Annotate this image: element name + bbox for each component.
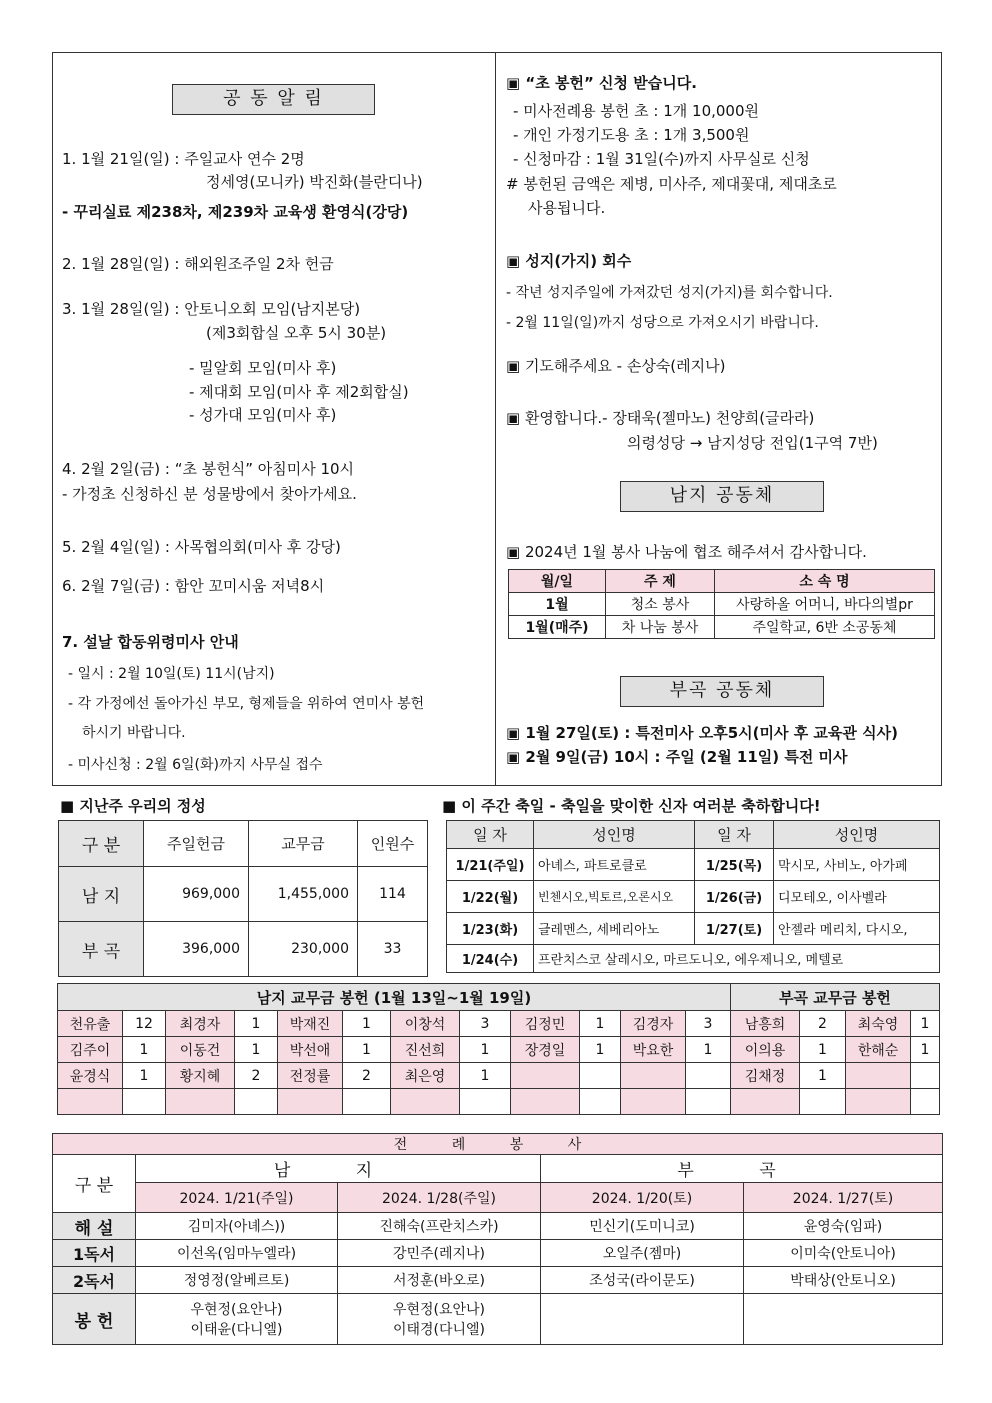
liturgy-cell: 강민주(레지나): [338, 1240, 541, 1267]
dues-count: [343, 1089, 391, 1115]
liturgy-cell: 정영정(알베르토): [136, 1267, 338, 1294]
dues-count: 1: [123, 1063, 166, 1089]
feast-head: 성인명: [774, 821, 940, 849]
offering-head: 주일헌금: [144, 821, 249, 867]
dues-name: 박요한: [621, 1037, 686, 1063]
liturgy-cell: 이선옥(임마누엘라): [136, 1240, 338, 1267]
dues-count: [235, 1089, 278, 1115]
offering-cell: 230,000: [249, 922, 358, 977]
candle-line-4: # 봉헌된 금액은 제병, 미사주, 제대꽃대, 제대초로: [506, 175, 837, 193]
notice-1b: 정세영(모니카) 박진화(블란디나): [206, 173, 423, 191]
palm-line-1: - 작년 성지주일에 가져갔던 성지(가지)를 회수합니다.: [506, 285, 833, 301]
dues-count: [580, 1063, 621, 1089]
liturgy-role: 2독서: [53, 1267, 136, 1294]
liturgy-role: 해 설: [53, 1213, 136, 1240]
feast-title: ■ 이 주간 축일 - 축일을 맞이한 신자 여러분 축하합니다!: [442, 797, 821, 815]
service-cell: 주일학교, 6반 소공동체: [715, 616, 935, 639]
dues-name: 한해순: [846, 1037, 911, 1063]
feast-names: 디모테오, 이사벨라: [774, 881, 940, 913]
liturgy-date: 2024. 1/28(주일): [338, 1183, 541, 1213]
prayer-line: ▣ 기도해주세요 - 손상숙(레지나): [506, 357, 726, 375]
dues-table: [57, 983, 940, 1115]
dues-name: 최은영: [391, 1063, 460, 1089]
feast-head: 성인명: [534, 821, 695, 849]
bugok-community-title: 부곡 공동체: [620, 676, 824, 707]
notice-1c: - 꾸리실료 제238차, 제239차 교육생 환영식(강당): [62, 203, 409, 221]
liturgy-cell: 민신기(도미니코): [541, 1213, 744, 1240]
feast-date: 1/23(화): [447, 913, 534, 945]
liturgy-cell: 오일주(젬마): [541, 1240, 744, 1267]
bonghun-name: 우현정(요안나): [190, 1302, 283, 1318]
dues-name: 김주이: [58, 1037, 123, 1063]
liturgy-bonghun: [136, 1294, 338, 1345]
dues-name: [621, 1063, 686, 1089]
dues-count: [911, 1089, 940, 1115]
dues-name: 천유출: [58, 1011, 123, 1037]
dues-count: 1: [580, 1037, 621, 1063]
candle-line-3: - 신청마감 : 1월 31일(수)까지 사무실로 신청: [513, 150, 810, 168]
palm-line-2: - 2월 11일(일)까지 성당으로 가져오시기 바랍니다.: [506, 315, 819, 331]
dues-count: [460, 1089, 511, 1115]
liturgy-role: 1독서: [53, 1240, 136, 1267]
dues-namji-title: 남지 교무금 봉헌 (1월 13일~1월 19일): [58, 984, 731, 1011]
dues-count: 1: [580, 1011, 621, 1037]
offering-cell: 114: [358, 867, 428, 922]
dues-name: 김채정: [731, 1063, 800, 1089]
liturgy-cell: 진해숙(프란치스카): [338, 1213, 541, 1240]
feast-names: 빈첸시오,빅토르,오론시오: [534, 881, 695, 913]
liturgy-gubun: 구 분: [53, 1155, 136, 1213]
dues-name: 남흥희: [731, 1011, 800, 1037]
dues-count: [911, 1063, 940, 1089]
notice-7b: - 각 가정에선 돌아가신 부모, 형제들을 위하여 연미사 봉헌: [68, 696, 425, 712]
feast-date: 1/21(주일): [447, 849, 534, 881]
dues-name: 장경일: [511, 1037, 580, 1063]
dues-count: 2: [235, 1063, 278, 1089]
feast-head: 일 자: [447, 821, 534, 849]
notice-3a: 3. 1월 28일(일) : 안토니오회 모임(남지본당): [62, 300, 361, 318]
notice-3b: (제3회합실 오후 5시 30분): [206, 324, 387, 342]
bonghun-name: 이태윤(다니엘): [190, 1322, 283, 1338]
feast-names: 프란치스코 살레시오, 마르도니오, 에우제니오, 메텔로: [534, 945, 940, 973]
dues-count: [686, 1063, 731, 1089]
liturgy-bonghun: [744, 1294, 943, 1345]
offering-row-label: 남 지: [59, 867, 144, 922]
feast-head: 일 자: [695, 821, 774, 849]
dues-count: 1: [460, 1063, 511, 1089]
dues-count: 1: [460, 1037, 511, 1063]
notice-2: 2. 1월 28일(일) : 해외원조주일 2차 헌금: [62, 255, 334, 273]
dues-name: 김정민: [511, 1011, 580, 1037]
liturgy-date: 2024. 1/27(토): [744, 1183, 943, 1213]
bugok-line-2: ▣ 2월 9일(금) 10시 : 주일 (2월 11일) 특전 미사: [506, 748, 848, 766]
notice-title: 공 동 알 림: [172, 84, 375, 115]
dues-count: 3: [686, 1011, 731, 1037]
notice-4a: 4. 2월 2일(금) : “초 봉헌식” 아침미사 10시: [62, 460, 355, 478]
notice-1a: 1. 1월 21일(일) : 주일교사 연수 2명: [62, 150, 305, 168]
dues-name: [511, 1063, 580, 1089]
liturgy-date: 2024. 1/21(주일): [136, 1183, 338, 1213]
palm-heading: ▣ 성지(가지) 회수: [506, 252, 632, 270]
offering-cell: 33: [358, 922, 428, 977]
offering-table: [58, 820, 428, 977]
liturgy-table: [52, 1133, 943, 1345]
bonghun-name: 이태경(다니엘): [392, 1322, 486, 1338]
dues-name: [58, 1089, 123, 1115]
dues-name: 박재진: [278, 1011, 343, 1037]
thanks-line: ▣ 2024년 1월 봉사 나눔에 협조 해주셔서 감사합니다.: [506, 543, 867, 561]
candle-line-5: 사용됩니다.: [528, 199, 606, 217]
dues-count: 1: [686, 1037, 731, 1063]
liturgy-date: 2024. 1/20(토): [541, 1183, 744, 1213]
liturgy-cell: 조성국(라이문도): [541, 1267, 744, 1294]
dues-count: 2: [343, 1063, 391, 1089]
dues-name: [731, 1089, 800, 1115]
feast-names: 아녜스, 파트로클로: [534, 849, 695, 881]
dues-name: 황지혜: [166, 1063, 235, 1089]
dues-name: 전정률: [278, 1063, 343, 1089]
service-head: 월/일: [509, 570, 606, 593]
dues-name: 진선희: [391, 1037, 460, 1063]
feast-names: 막시모, 사비노, 아가페: [774, 849, 940, 881]
dues-name: [391, 1089, 460, 1115]
dues-name: 이동건: [166, 1037, 235, 1063]
dues-name: [278, 1089, 343, 1115]
dues-name: [511, 1089, 580, 1115]
dues-name: [166, 1089, 235, 1115]
service-cell: 청소 봉사: [606, 593, 715, 616]
dues-count: 1: [123, 1037, 166, 1063]
notice-7c: 하시기 바랍니다.: [82, 725, 186, 741]
dues-name: 이의용: [731, 1037, 800, 1063]
service-head: 주 제: [606, 570, 715, 593]
candle-heading: ▣ “초 봉헌” 신청 받습니다.: [506, 74, 697, 92]
dues-name: 박선애: [278, 1037, 343, 1063]
liturgy-cell: 박태상(안토니오): [744, 1267, 943, 1294]
service-cell: 1월: [509, 593, 606, 616]
dues-count: 1: [235, 1037, 278, 1063]
notice-7: 7. 설날 합동위령미사 안내: [62, 633, 239, 651]
service-table: [508, 569, 935, 639]
dues-name: [621, 1089, 686, 1115]
dues-count: 1: [911, 1037, 940, 1063]
dues-count: 3: [460, 1011, 511, 1037]
offering-title: ■ 지난주 우리의 정성: [60, 797, 206, 815]
liturgy-bonghun: [338, 1294, 541, 1345]
notice-6: 6. 2월 7일(금) : 함안 꼬미시움 저녁8시: [62, 577, 325, 595]
dues-count: [800, 1089, 846, 1115]
liturgy-cell: 김미자(아녜스)): [136, 1213, 338, 1240]
dues-name: 김경자: [621, 1011, 686, 1037]
feast-names: 글레멘스, 세베리아노: [534, 913, 695, 945]
feast-date: 1/26(금): [695, 881, 774, 913]
notice-5: 5. 2월 4일(일) : 사목협의회(미사 후 강당): [62, 538, 341, 556]
offering-head: 교무금: [249, 821, 358, 867]
offering-head: 인원수: [358, 821, 428, 867]
dues-count: 1: [235, 1011, 278, 1037]
liturgy-cell: 서정훈(바오로): [338, 1267, 541, 1294]
offering-row-label: 부 곡: [59, 922, 144, 977]
liturgy-title: 전 례 봉 사: [53, 1134, 943, 1155]
feast-date: 1/27(토): [695, 913, 774, 945]
notice-3c: - 밀알회 모임(미사 후): [189, 359, 337, 377]
notice-3e: - 성가대 모임(미사 후): [189, 406, 337, 424]
liturgy-cell: 이미숙(안토니아): [744, 1240, 943, 1267]
column-divider: [495, 52, 496, 786]
candle-line-2: - 개인 가정기도용 초 : 1개 3,500원: [513, 126, 750, 144]
notice-7a: - 일시 : 2월 10일(토) 11시(남지): [68, 666, 275, 682]
dues-count: [580, 1089, 621, 1115]
dues-bugok-title: 부곡 교무금 봉헌: [731, 984, 940, 1011]
dues-name: [846, 1063, 911, 1089]
service-cell: 차 나눔 봉사: [606, 616, 715, 639]
dues-count: 1: [800, 1063, 846, 1089]
liturgy-role: 봉 헌: [53, 1294, 136, 1345]
notice-4b: - 가정초 신청하신 분 성물방에서 찾아가세요.: [62, 485, 357, 503]
dues-count: 1: [800, 1037, 846, 1063]
welcome-line: ▣ 환영합니다.- 장태욱(젤마노) 천양희(글라라): [506, 409, 815, 427]
dues-name: 최숙영: [846, 1011, 911, 1037]
dues-name: 최경자: [166, 1011, 235, 1037]
dues-name: [846, 1089, 911, 1115]
notice-3d: - 제대회 모임(미사 후 제2회합실): [189, 383, 409, 401]
dues-name: 이창석: [391, 1011, 460, 1037]
dues-count: [686, 1089, 731, 1115]
feast-table: [446, 820, 940, 973]
dues-name: 윤경식: [58, 1063, 123, 1089]
feast-date: 1/24(수): [447, 945, 534, 973]
liturgy-cell: 윤영숙(임파): [744, 1213, 943, 1240]
liturgy-namji: 남 지: [136, 1155, 541, 1183]
service-cell: 사랑하올 어머니, 바다의별pr: [715, 593, 935, 616]
feast-date: 1/25(목): [695, 849, 774, 881]
dues-count: [123, 1089, 166, 1115]
offering-cell: 969,000: [144, 867, 249, 922]
liturgy-bonghun: [541, 1294, 744, 1345]
feast-names: 안젤라 메리치, 다시오,: [774, 913, 940, 945]
namji-community-title: 남지 공동체: [620, 481, 824, 512]
welcome-line-2: 의령성당 → 남지성당 전입(1구역 7반): [627, 434, 878, 452]
dues-count: 1: [911, 1011, 940, 1037]
dues-count: 1: [343, 1037, 391, 1063]
dues-count: 2: [800, 1011, 846, 1037]
offering-head: 구 분: [59, 821, 144, 867]
bonghun-name: 우현정(요안나): [392, 1302, 486, 1318]
feast-date: 1/22(월): [447, 881, 534, 913]
liturgy-bugok: 부 곡: [541, 1155, 943, 1183]
service-cell: 1월(매주): [509, 616, 606, 639]
service-head: 소 속 명: [715, 570, 935, 593]
candle-line-1: - 미사전례용 봉헌 초 : 1개 10,000원: [513, 102, 760, 120]
notice-7d: - 미사신청 : 2월 6일(화)까지 사무실 접수: [68, 757, 323, 773]
bugok-line-1: ▣ 1월 27일(토) : 특전미사 오후5시(미사 후 교육관 식사): [506, 724, 898, 742]
offering-cell: 1,455,000: [249, 867, 358, 922]
dues-count: 1: [343, 1011, 391, 1037]
offering-cell: 396,000: [144, 922, 249, 977]
dues-count: 12: [123, 1011, 166, 1037]
